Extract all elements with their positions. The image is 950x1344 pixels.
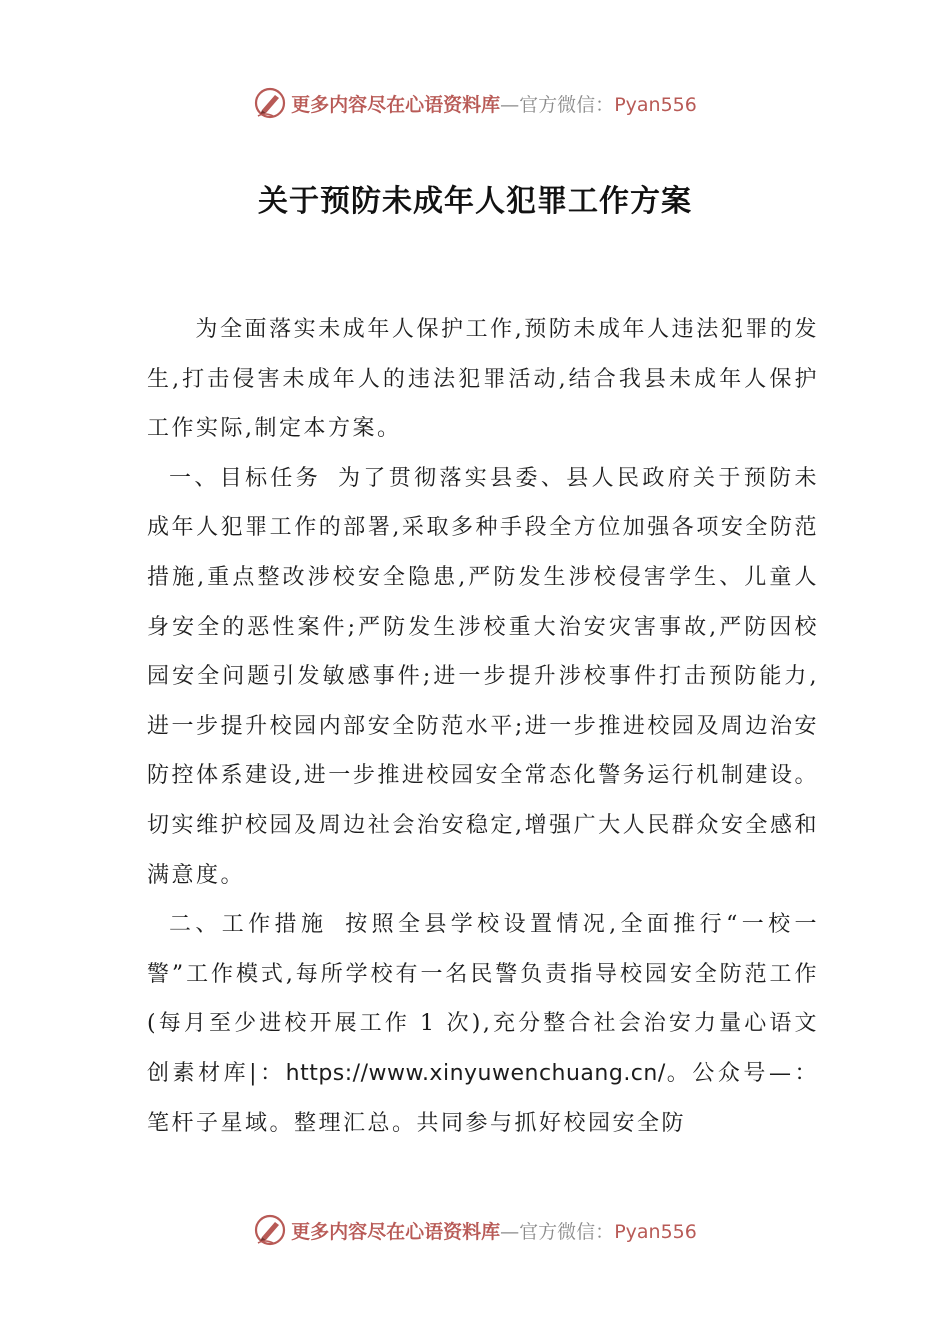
section-1-paragraph bbox=[147, 454, 819, 900]
source-url-link[interactable]: https://www.xinyuwenchuang.cn/ bbox=[285, 1060, 666, 1086]
footer-banner bbox=[0, 1210, 950, 1250]
footer-official-label: 官方微信： bbox=[519, 1220, 615, 1243]
banner-separator: — bbox=[500, 93, 520, 116]
document-body bbox=[147, 305, 819, 1148]
footer-separator: — bbox=[500, 1220, 520, 1243]
pen-logo-icon bbox=[253, 1213, 287, 1247]
pen-logo-icon bbox=[253, 86, 287, 120]
banner-official-label: 官方微信： bbox=[519, 93, 615, 116]
section-2-text-a: 按照全县学校设置情况,全面推行“一校一警”工作模式,每所学校有一名民警负责指导校园安全防范工作(每月至少进校开展工作 1 次),充分整合社会治安力量 bbox=[147, 912, 819, 1037]
section-1-text: 为了贯彻落实县委、县人民政府关于预防未成年人犯罪工作的部署,采取多种手段全方位加强各项安全防范措施,重点整改涉校安全隐患,严防发生涉校侵害学生、儿童人身安全的恶性案件;严防发生涉校重大治安灾害事故,严防因校园安全问题引发敏感事件;进一步提升涉校事件打击预防能力,进一步提升校园内部安全防范水平;进一步推进校园及周边治安防控体系建设,进一步推进校园安全常态化警务运行机制建设。切实维护校园及周边社会治安稳定,增强广大人民群众安全感和满意度。 bbox=[147, 465, 819, 888]
document-title: 关于预防未成年人犯罪工作方案 bbox=[258, 184, 692, 219]
banner-wechat-id: Pyan556 bbox=[614, 93, 697, 116]
source-label: 心语文创素材库|： bbox=[147, 1011, 819, 1086]
banner-text: 更多内容尽在心语资料库 bbox=[291, 93, 501, 116]
section-2-text-b: 。公众号—：笔杆子星域。整理汇总。共同参与抓好校园安全防 bbox=[147, 1060, 819, 1136]
header-banner bbox=[0, 83, 950, 123]
footer-wechat-id: Pyan556 bbox=[614, 1220, 697, 1243]
footer-text: 更多内容尽在心语资料库 bbox=[291, 1220, 501, 1243]
intro-paragraph: 为全面落实未成年人保护工作,预防未成年人违法犯罪的发生,打击侵害未成年人的违法犯罪活动,结合我县未成年人保护工作实际,制定本方案。 bbox=[147, 317, 819, 442]
section-2-paragraph bbox=[147, 900, 819, 1148]
section-1-heading: 一、目标任务 bbox=[169, 465, 322, 491]
section-2-heading: 二、工作措施 bbox=[169, 912, 328, 938]
